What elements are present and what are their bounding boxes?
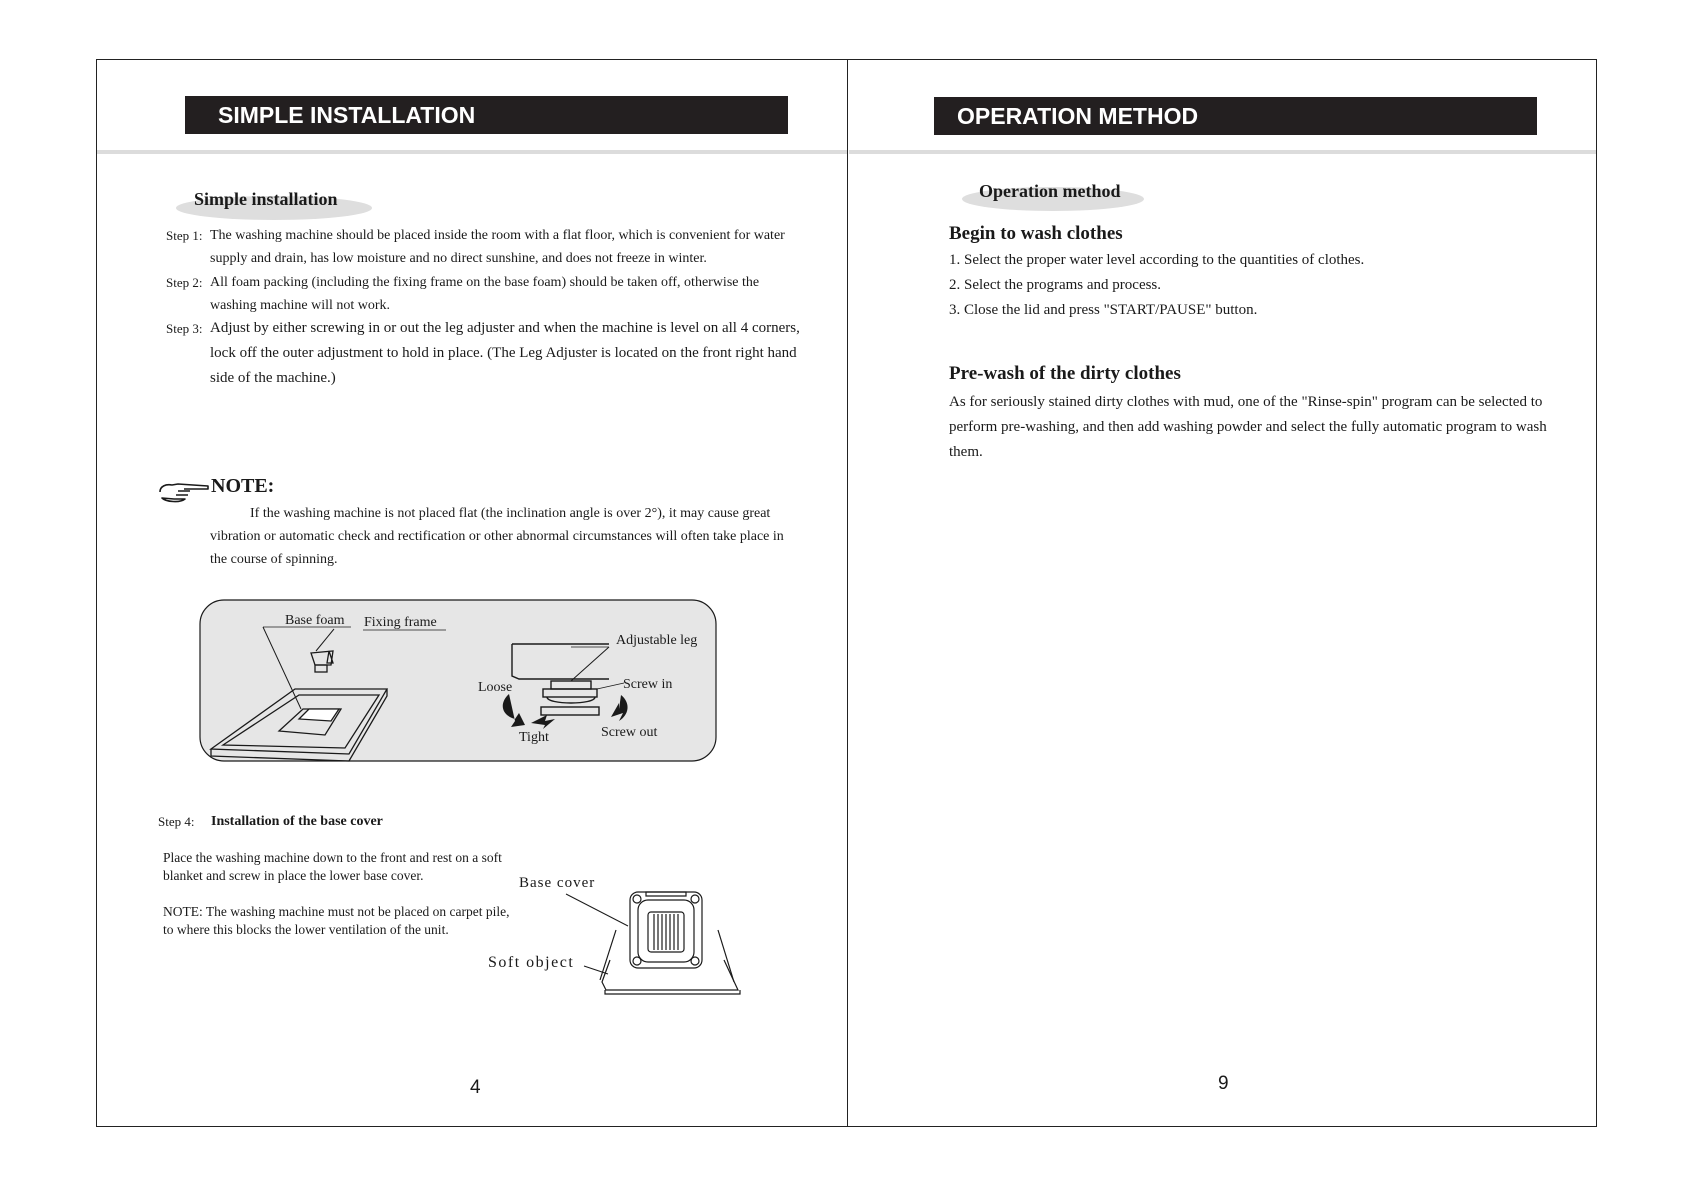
begin-item-2: 2. Select the programs and process. [949,277,1162,293]
right-header-rule [849,150,1596,154]
pointing-hand-icon [158,478,210,504]
step-2-text: All foam packing (including the fixing frame on the base foam) should be taken off, otherwise the washing machine will not work. [210,275,760,313]
right-page-number: 9 [1218,1073,1229,1094]
begin-item-1: 1. Select the proper water level according to the quantities of clothes. [949,252,1365,268]
right-header-title: OPERATION METHOD [957,103,1199,129]
label-screw-out: Screw out [601,725,658,740]
label-soft-object: Soft object [488,954,575,971]
right-header-bar [934,97,1537,135]
label-base-cover: Base cover [519,875,596,891]
step-4-number: Step 4: [158,814,195,829]
machine-base-drawing [600,892,740,994]
label-loose: Loose [478,680,513,695]
begin-wash-title: Begin to wash clothes [949,223,1123,244]
leg-adjustment-diagram [199,599,717,762]
step-4-para-1: Place the washing machine down to the front and rest on a soft blanket and screw in place the lower base cover. [163,850,502,883]
label-adjustable-leg: Adjustable leg [616,633,698,648]
left-header-title: SIMPLE INSTALLATION [218,102,476,128]
prewash-text: As for seriously stained dirty clothes with mud, one of the "Rinse-spin" program can be selected to perform pre-washing, and then add washing powder and select the fully automatic program to wash them. [949,394,1547,460]
left-header-bar [185,96,788,134]
prewash-title: Pre-wash of the dirty clothes [949,363,1181,384]
note-text: If the washing machine is not placed flat (the inclination angle is over 2°), it may cause great vibration or automatic check and rectification or other abnormal circumstances will often take place in the course of spinning. [210,506,784,567]
step-1-text: The washing machine should be placed inside the room with a flat floor, which is convenient for water supply and drain, has low moisture and no direct sunshine, and does not freeze in winter. [210,228,785,266]
right-section-title: Operation method [979,181,1121,201]
label-fixing-frame: Fixing frame [364,615,437,630]
label-base-foam: Base foam [285,613,345,628]
label-tight: Tight [519,730,549,745]
step-2-number: Step 2: [166,275,203,290]
step-1-number: Step 1: [166,228,203,243]
step-3-text: Adjust by either screwing in or out the leg adjuster and when the machine is level on all 4 corners, lock off the outer adjustment to hold in place. (The Leg Adjuster is located on the front right hand side of the machine.) [210,320,800,386]
note-title: NOTE: [211,475,275,497]
begin-item-3: 3. Close the lid and press "START/PAUSE" button. [949,302,1258,318]
left-header-rule [97,150,847,154]
label-screw-in: Screw in [623,677,673,692]
step-3-number: Step 3: [166,321,203,336]
left-section-title: Simple installation [194,189,338,209]
base-cover-diagram [480,870,750,1005]
step-4-title: Installation of the base cover [211,814,383,829]
step-4-para-2: NOTE: The washing machine must not be placed on carpet pile, to where this blocks the lower ventilation of the unit. [163,904,510,937]
page-divider [847,59,848,1127]
left-page-number: 4 [470,1077,481,1098]
